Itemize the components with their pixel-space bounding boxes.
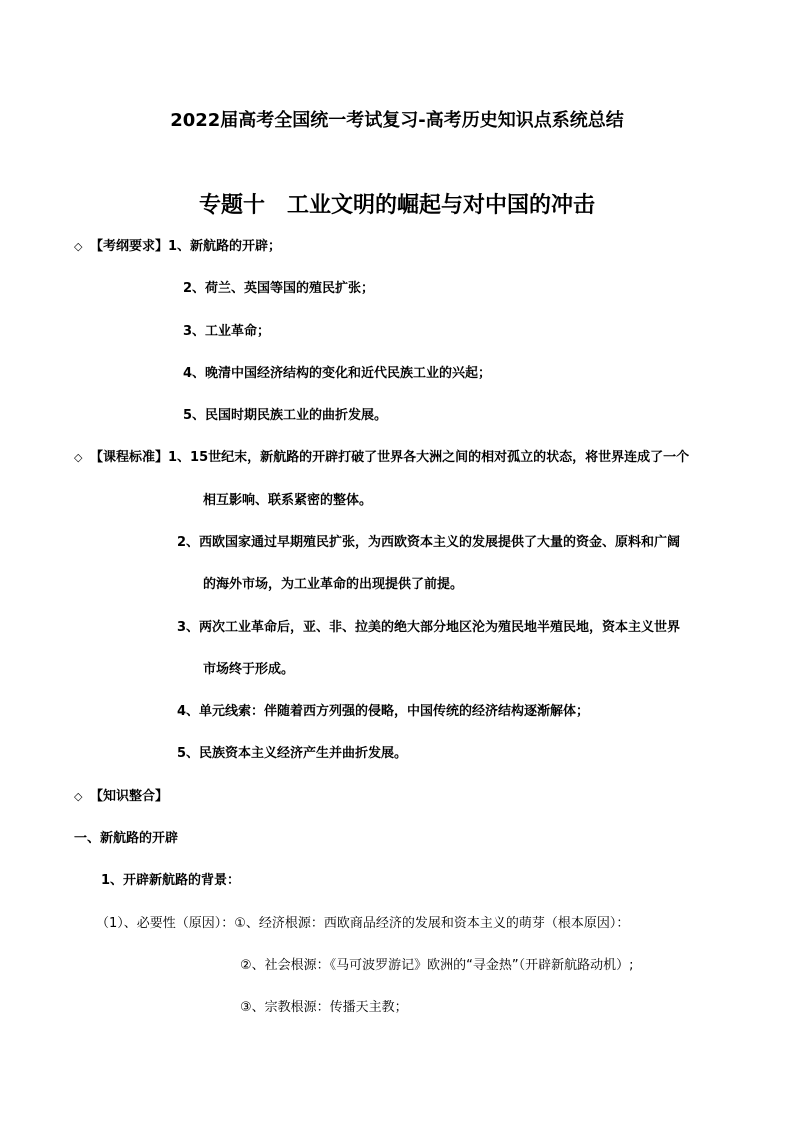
subsection-heading: 1、开辟新航路的背景：	[101, 873, 241, 888]
body-line: （1）、必要性（原因）：①、经济根源：西欧商品经济的发展和资本主义的萌芽（根本原因）：	[96, 916, 630, 931]
kecheng-item: 4、单元线索：伴随着西方列强的侵略，中国传统的经济结构逐渐解体；	[177, 704, 590, 719]
kecheng-item: 3、两次工业革命后，亚、非、拉美的绝大部分地区沦为殖民地半殖民地，资本主义世界	[177, 620, 681, 635]
body-line: ③、宗教根源：传播天主教；	[240, 1000, 408, 1015]
diamond-bullet-icon: ◇	[74, 790, 83, 803]
kecheng-item-continuation: 相互影响、联系紧密的整体。	[203, 493, 373, 508]
kaogang-item: 3、工业革命；	[183, 324, 271, 339]
kecheng-item: 1、15世纪末，新航路的开辟打破了世界各大洲之间的相对孤立的状态，将世界连成了一个	[168, 450, 690, 465]
body-line: ②、社会根源：《马可波罗游记》欧洲的“寻金热”（开辟新航路动机）;	[240, 958, 634, 973]
zhishi-line	[74, 785, 168, 804]
kaogang-item: 2、荷兰、英国等国的殖民扩张；	[183, 281, 375, 296]
zhishi-label: 【知识整合】	[90, 789, 169, 804]
document-subtitle: 专题十 工业文明的崛起与对中国的冲击	[198, 193, 595, 218]
kecheng-item: 2、西欧国家通过早期殖民扩张，为西欧资本主义的发展提供了大量的资金、原料和广阔	[177, 535, 681, 550]
kaogang-item: 5、民国时期民族工业的曲折发展。	[183, 408, 388, 423]
kaogang-first-line	[74, 235, 281, 254]
kaogang-label: 【考纲要求】	[90, 239, 169, 254]
kecheng-item: 5、民族资本主义经济产生并曲折发展。	[177, 746, 408, 761]
kecheng-item-continuation: 市场终于形成。	[203, 662, 295, 677]
document-title: 2022届高考全国统一考试复习-高考历史知识点系统总结	[170, 110, 624, 131]
diamond-bullet-icon: ◇	[74, 240, 83, 253]
kaogang-item: 1、新航路的开辟；	[168, 239, 282, 254]
kecheng-first-line	[74, 446, 689, 465]
diamond-bullet-icon: ◇	[74, 451, 83, 464]
kecheng-item-continuation: 的海外市场，为工业革命的出现提供了前提。	[203, 577, 464, 592]
kaogang-item: 4、晚清中国经济结构的变化和近代民族工业的兴起；	[183, 366, 492, 381]
section-heading: 一、新航路的开辟	[74, 831, 179, 846]
kecheng-label: 【课程标准】	[90, 450, 169, 465]
